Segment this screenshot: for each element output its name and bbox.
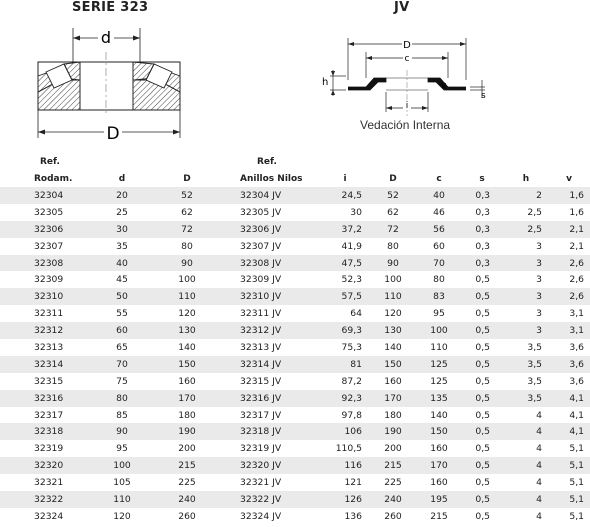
table-cell: 4 <box>504 423 548 440</box>
col-header: d <box>118 173 126 184</box>
table-cell: 60 <box>90 322 154 339</box>
table-cell: 0,5 <box>460 271 504 288</box>
table-cell: 55 <box>90 305 154 322</box>
table-cell: 2,5 <box>504 204 548 221</box>
table-cell: 120 <box>154 305 220 322</box>
table-cell: 32308 JV <box>220 255 322 272</box>
table-cell: 0,5 <box>460 373 504 390</box>
dim-c-label: c <box>404 54 410 64</box>
table-cell: 32307 JV <box>220 238 322 255</box>
table-cell: 200 <box>154 440 220 457</box>
table-cell: 3,5 <box>504 339 548 356</box>
table-cell: 32308 <box>0 255 90 272</box>
table-cell: 62 <box>154 204 220 221</box>
table-cell: 32318 JV <box>220 423 322 440</box>
table-cell: 215 <box>368 457 418 474</box>
table-cell: 4,1 <box>548 390 590 407</box>
dimensions-table <box>0 170 590 525</box>
table-cell: 85 <box>90 407 154 424</box>
table-cell: 32307 <box>0 238 90 255</box>
table-cell: 32324 JV <box>220 508 322 525</box>
table-cell: 4 <box>504 457 548 474</box>
col-header: D <box>389 173 397 184</box>
table-cell: 40 <box>90 255 154 272</box>
table-cell: 2,6 <box>548 255 590 272</box>
table-cell: 32305 JV <box>220 204 322 221</box>
table-cell: 0,5 <box>460 305 504 322</box>
col-header: s <box>479 173 485 184</box>
table-row <box>0 305 590 322</box>
dim-v-label: v <box>441 81 447 91</box>
table-cell: 32306 <box>0 221 90 238</box>
table-cell: 32324 <box>0 508 90 525</box>
seal-ring-diagram <box>310 30 500 120</box>
table-cell: 4,1 <box>548 407 590 424</box>
table-row <box>0 508 590 525</box>
table-cell: 140 <box>154 339 220 356</box>
table-cell: 0,3 <box>460 204 504 221</box>
table-cell: 0,5 <box>460 508 504 525</box>
col-header: c <box>436 173 442 184</box>
table-cell: 32315 JV <box>220 373 322 390</box>
table-cell: 65 <box>90 339 154 356</box>
table-row <box>0 407 590 424</box>
table-cell: 260 <box>154 508 220 525</box>
table-row <box>0 491 590 508</box>
table-cell: 2,6 <box>548 288 590 305</box>
table-cell: 160 <box>418 474 460 491</box>
table-cell: 0,3 <box>460 221 504 238</box>
table-cell: 3,6 <box>548 373 590 390</box>
table-cell: 32304 JV <box>220 187 322 204</box>
table-cell: 0,5 <box>460 407 504 424</box>
table-cell: 190 <box>368 423 418 440</box>
table-cell: 75 <box>90 373 154 390</box>
table-cell: 32310 JV <box>220 288 322 305</box>
table-cell: 30 <box>90 221 154 238</box>
table-cell: 3,6 <box>548 356 590 373</box>
table-cell: 3 <box>504 288 548 305</box>
table-cell: 3 <box>504 238 548 255</box>
table-cell: 260 <box>368 508 418 525</box>
table-header <box>0 170 590 187</box>
table-row <box>0 238 590 255</box>
table-cell: 240 <box>154 491 220 508</box>
table-cell: 90 <box>90 423 154 440</box>
table-cell: 57,5 <box>322 288 368 305</box>
table-row <box>0 255 590 272</box>
table-cell: 32319 <box>0 440 90 457</box>
seal-title: JV <box>394 0 410 15</box>
table-cell: 5,1 <box>548 474 590 491</box>
table-cell: 32320 JV <box>220 457 322 474</box>
table-cell: 0,5 <box>460 457 504 474</box>
table-cell: 32316 <box>0 390 90 407</box>
table-cell: 32321 JV <box>220 474 322 491</box>
table-cell: 32321 <box>0 474 90 491</box>
table-cell: 5,1 <box>548 508 590 525</box>
table-cell: 32315 <box>0 373 90 390</box>
table-cell: 32310 <box>0 288 90 305</box>
table-cell: 56 <box>418 221 460 238</box>
table-cell: 30 <box>322 204 368 221</box>
table-cell: 150 <box>368 356 418 373</box>
table-cell: 97,8 <box>322 407 368 424</box>
table-cell: 0,5 <box>460 356 504 373</box>
table-row <box>0 187 590 204</box>
col-header: Rodam. <box>34 173 73 184</box>
table-cell: 0,5 <box>460 423 504 440</box>
table-cell: 2,1 <box>548 221 590 238</box>
table-cell: 3,1 <box>548 322 590 339</box>
table-cell: 136 <box>322 508 368 525</box>
table-cell: 32314 <box>0 356 90 373</box>
series-title: SERIE 323 <box>72 0 149 15</box>
table-cell: 3 <box>504 305 548 322</box>
table-cell: 3,6 <box>548 339 590 356</box>
table-cell: 190 <box>154 423 220 440</box>
table-cell: 46 <box>418 204 460 221</box>
table-cell: 32311 JV <box>220 305 322 322</box>
table-cell: 1,6 <box>548 187 590 204</box>
table-cell: 160 <box>368 373 418 390</box>
table-cell: 87,2 <box>322 373 368 390</box>
table-cell: 170 <box>154 390 220 407</box>
table-cell: 83 <box>418 288 460 305</box>
table-row <box>0 221 590 238</box>
table-cell: 80 <box>90 390 154 407</box>
table-cell: 4,1 <box>548 423 590 440</box>
table-cell: 2 <box>504 187 548 204</box>
table-cell: 100 <box>90 457 154 474</box>
seal-caption: Vedación Interna <box>360 118 451 132</box>
table-cell: 80 <box>418 271 460 288</box>
table-cell: 110,5 <box>322 440 368 457</box>
table-cell: 32322 <box>0 491 90 508</box>
table-cell: 32317 <box>0 407 90 424</box>
table-cell: 126 <box>322 491 368 508</box>
table-row <box>0 204 590 221</box>
table-cell: 52,3 <box>322 271 368 288</box>
table-cell: 110 <box>418 339 460 356</box>
table-row <box>0 390 590 407</box>
table-cell: 32309 <box>0 271 90 288</box>
table-cell: 5,1 <box>548 457 590 474</box>
table-cell: 41,9 <box>322 238 368 255</box>
dim-d-label: d <box>100 28 112 47</box>
table-cell: 120 <box>368 305 418 322</box>
table-cell: 0,5 <box>460 491 504 508</box>
table-cell: 150 <box>418 423 460 440</box>
table-cell: 0,3 <box>460 255 504 272</box>
table-cell: 40 <box>418 187 460 204</box>
table-cell: 2,1 <box>548 238 590 255</box>
table-cell: 32311 <box>0 305 90 322</box>
table-cell: 140 <box>368 339 418 356</box>
table-cell: 92,3 <box>322 390 368 407</box>
table-row <box>0 322 590 339</box>
table-cell: 180 <box>368 407 418 424</box>
table-cell: 0,5 <box>460 339 504 356</box>
table-cell: 32304 <box>0 187 90 204</box>
table-row <box>0 457 590 474</box>
table-cell: 95 <box>90 440 154 457</box>
table-cell: 0,5 <box>460 440 504 457</box>
dim-h-label: h <box>322 77 329 88</box>
table-cell: 2,5 <box>504 221 548 238</box>
table-cell: 81 <box>322 356 368 373</box>
ref-label-bearing: Ref. <box>40 157 60 167</box>
table-row <box>0 356 590 373</box>
table-cell: 225 <box>154 474 220 491</box>
table-cell: 170 <box>368 390 418 407</box>
table-row <box>0 440 590 457</box>
table-cell: 125 <box>418 373 460 390</box>
table-cell: 240 <box>368 491 418 508</box>
table-row <box>0 271 590 288</box>
table-cell: 32312 <box>0 322 90 339</box>
table-cell: 215 <box>154 457 220 474</box>
table-cell: 32314 JV <box>220 356 322 373</box>
table-cell: 1,6 <box>548 204 590 221</box>
table-cell: 3,5 <box>504 373 548 390</box>
table-cell: 4 <box>504 407 548 424</box>
table-cell: 125 <box>418 356 460 373</box>
table-cell: 24,5 <box>322 187 368 204</box>
table-cell: 52 <box>154 187 220 204</box>
table-cell: 32312 JV <box>220 322 322 339</box>
table-cell: 100 <box>368 271 418 288</box>
table-cell: 135 <box>418 390 460 407</box>
col-header: Anillos Nilos <box>240 173 303 184</box>
table-cell: 225 <box>368 474 418 491</box>
table-row <box>0 474 590 491</box>
table-cell: 90 <box>368 255 418 272</box>
table-cell: 20 <box>90 187 154 204</box>
table-cell: 32317 JV <box>220 407 322 424</box>
table-cell: 200 <box>368 440 418 457</box>
table-cell: 80 <box>368 238 418 255</box>
table-cell: 110 <box>154 288 220 305</box>
table-cell: 32322 JV <box>220 491 322 508</box>
table-cell: 180 <box>154 407 220 424</box>
table-cell: 35 <box>90 238 154 255</box>
table-cell: 32320 <box>0 457 90 474</box>
table-cell: 0,5 <box>460 390 504 407</box>
bearing-section-diagram <box>20 20 200 150</box>
table-cell: 3 <box>504 271 548 288</box>
table-cell: 160 <box>154 373 220 390</box>
table-cell: 37,2 <box>322 221 368 238</box>
table-cell: 25 <box>90 204 154 221</box>
table-cell: 106 <box>322 423 368 440</box>
table-row <box>0 373 590 390</box>
table-cell: 32313 JV <box>220 339 322 356</box>
table-cell: 195 <box>418 491 460 508</box>
table-cell: 32309 JV <box>220 271 322 288</box>
table-cell: 3,5 <box>504 390 548 407</box>
table-cell: 60 <box>418 238 460 255</box>
table-cell: 121 <box>322 474 368 491</box>
table-cell: 0,5 <box>460 322 504 339</box>
table-cell: 90 <box>154 255 220 272</box>
table-cell: 110 <box>90 491 154 508</box>
table-cell: 80 <box>154 238 220 255</box>
table-cell: 32318 <box>0 423 90 440</box>
table-cell: 160 <box>418 440 460 457</box>
table-cell: 64 <box>322 305 368 322</box>
table-cell: 0,3 <box>460 238 504 255</box>
dim-i-label: i <box>405 101 409 111</box>
table-cell: 5,1 <box>548 440 590 457</box>
table-row <box>0 423 590 440</box>
table-cell: 116 <box>322 457 368 474</box>
table-cell: 3 <box>504 255 548 272</box>
table-cell: 0,5 <box>460 288 504 305</box>
dim-D-label: D <box>403 40 411 51</box>
table-cell: 110 <box>368 288 418 305</box>
table-cell: 3,5 <box>504 356 548 373</box>
table-cell: 170 <box>418 457 460 474</box>
table-cell: 4 <box>504 508 548 525</box>
table-cell: 4 <box>504 474 548 491</box>
table-cell: 70 <box>418 255 460 272</box>
table-cell: 72 <box>368 221 418 238</box>
table-cell: 52 <box>368 187 418 204</box>
table-cell: 45 <box>90 271 154 288</box>
table-cell: 75,3 <box>322 339 368 356</box>
table-cell: 130 <box>368 322 418 339</box>
ref-label-seal: Ref. <box>257 157 277 167</box>
table-cell: 4 <box>504 491 548 508</box>
dim-s-label: s <box>481 91 486 101</box>
table-cell: 72 <box>154 221 220 238</box>
table-cell: 32313 <box>0 339 90 356</box>
col-header: D <box>183 173 191 184</box>
table-cell: 62 <box>368 204 418 221</box>
table-cell: 120 <box>90 508 154 525</box>
table-cell: 215 <box>418 508 460 525</box>
table-cell: 150 <box>154 356 220 373</box>
table-cell: 32316 JV <box>220 390 322 407</box>
table-cell: 4 <box>504 440 548 457</box>
table-cell: 70 <box>90 356 154 373</box>
table-cell: 5,1 <box>548 491 590 508</box>
table-cell: 140 <box>418 407 460 424</box>
table-cell: 0,5 <box>460 474 504 491</box>
table-cell: 47,5 <box>322 255 368 272</box>
table-cell: 32319 JV <box>220 440 322 457</box>
table-row <box>0 288 590 305</box>
table-cell: 100 <box>418 322 460 339</box>
table-cell: 105 <box>90 474 154 491</box>
table-cell: 69,3 <box>322 322 368 339</box>
col-header: v <box>566 173 572 184</box>
table-row <box>0 339 590 356</box>
table-cell: 3 <box>504 322 548 339</box>
table-cell: 0,3 <box>460 187 504 204</box>
dim-D-label: D <box>106 124 120 144</box>
table-cell: 100 <box>154 271 220 288</box>
col-header: h <box>522 173 530 184</box>
table-cell: 2,6 <box>548 271 590 288</box>
col-header: i <box>343 173 347 184</box>
table-cell: 32306 JV <box>220 221 322 238</box>
table-cell: 50 <box>90 288 154 305</box>
table-cell: 3,1 <box>548 305 590 322</box>
table-cell: 32305 <box>0 204 90 221</box>
table-cell: 95 <box>418 305 460 322</box>
table-cell: 130 <box>154 322 220 339</box>
